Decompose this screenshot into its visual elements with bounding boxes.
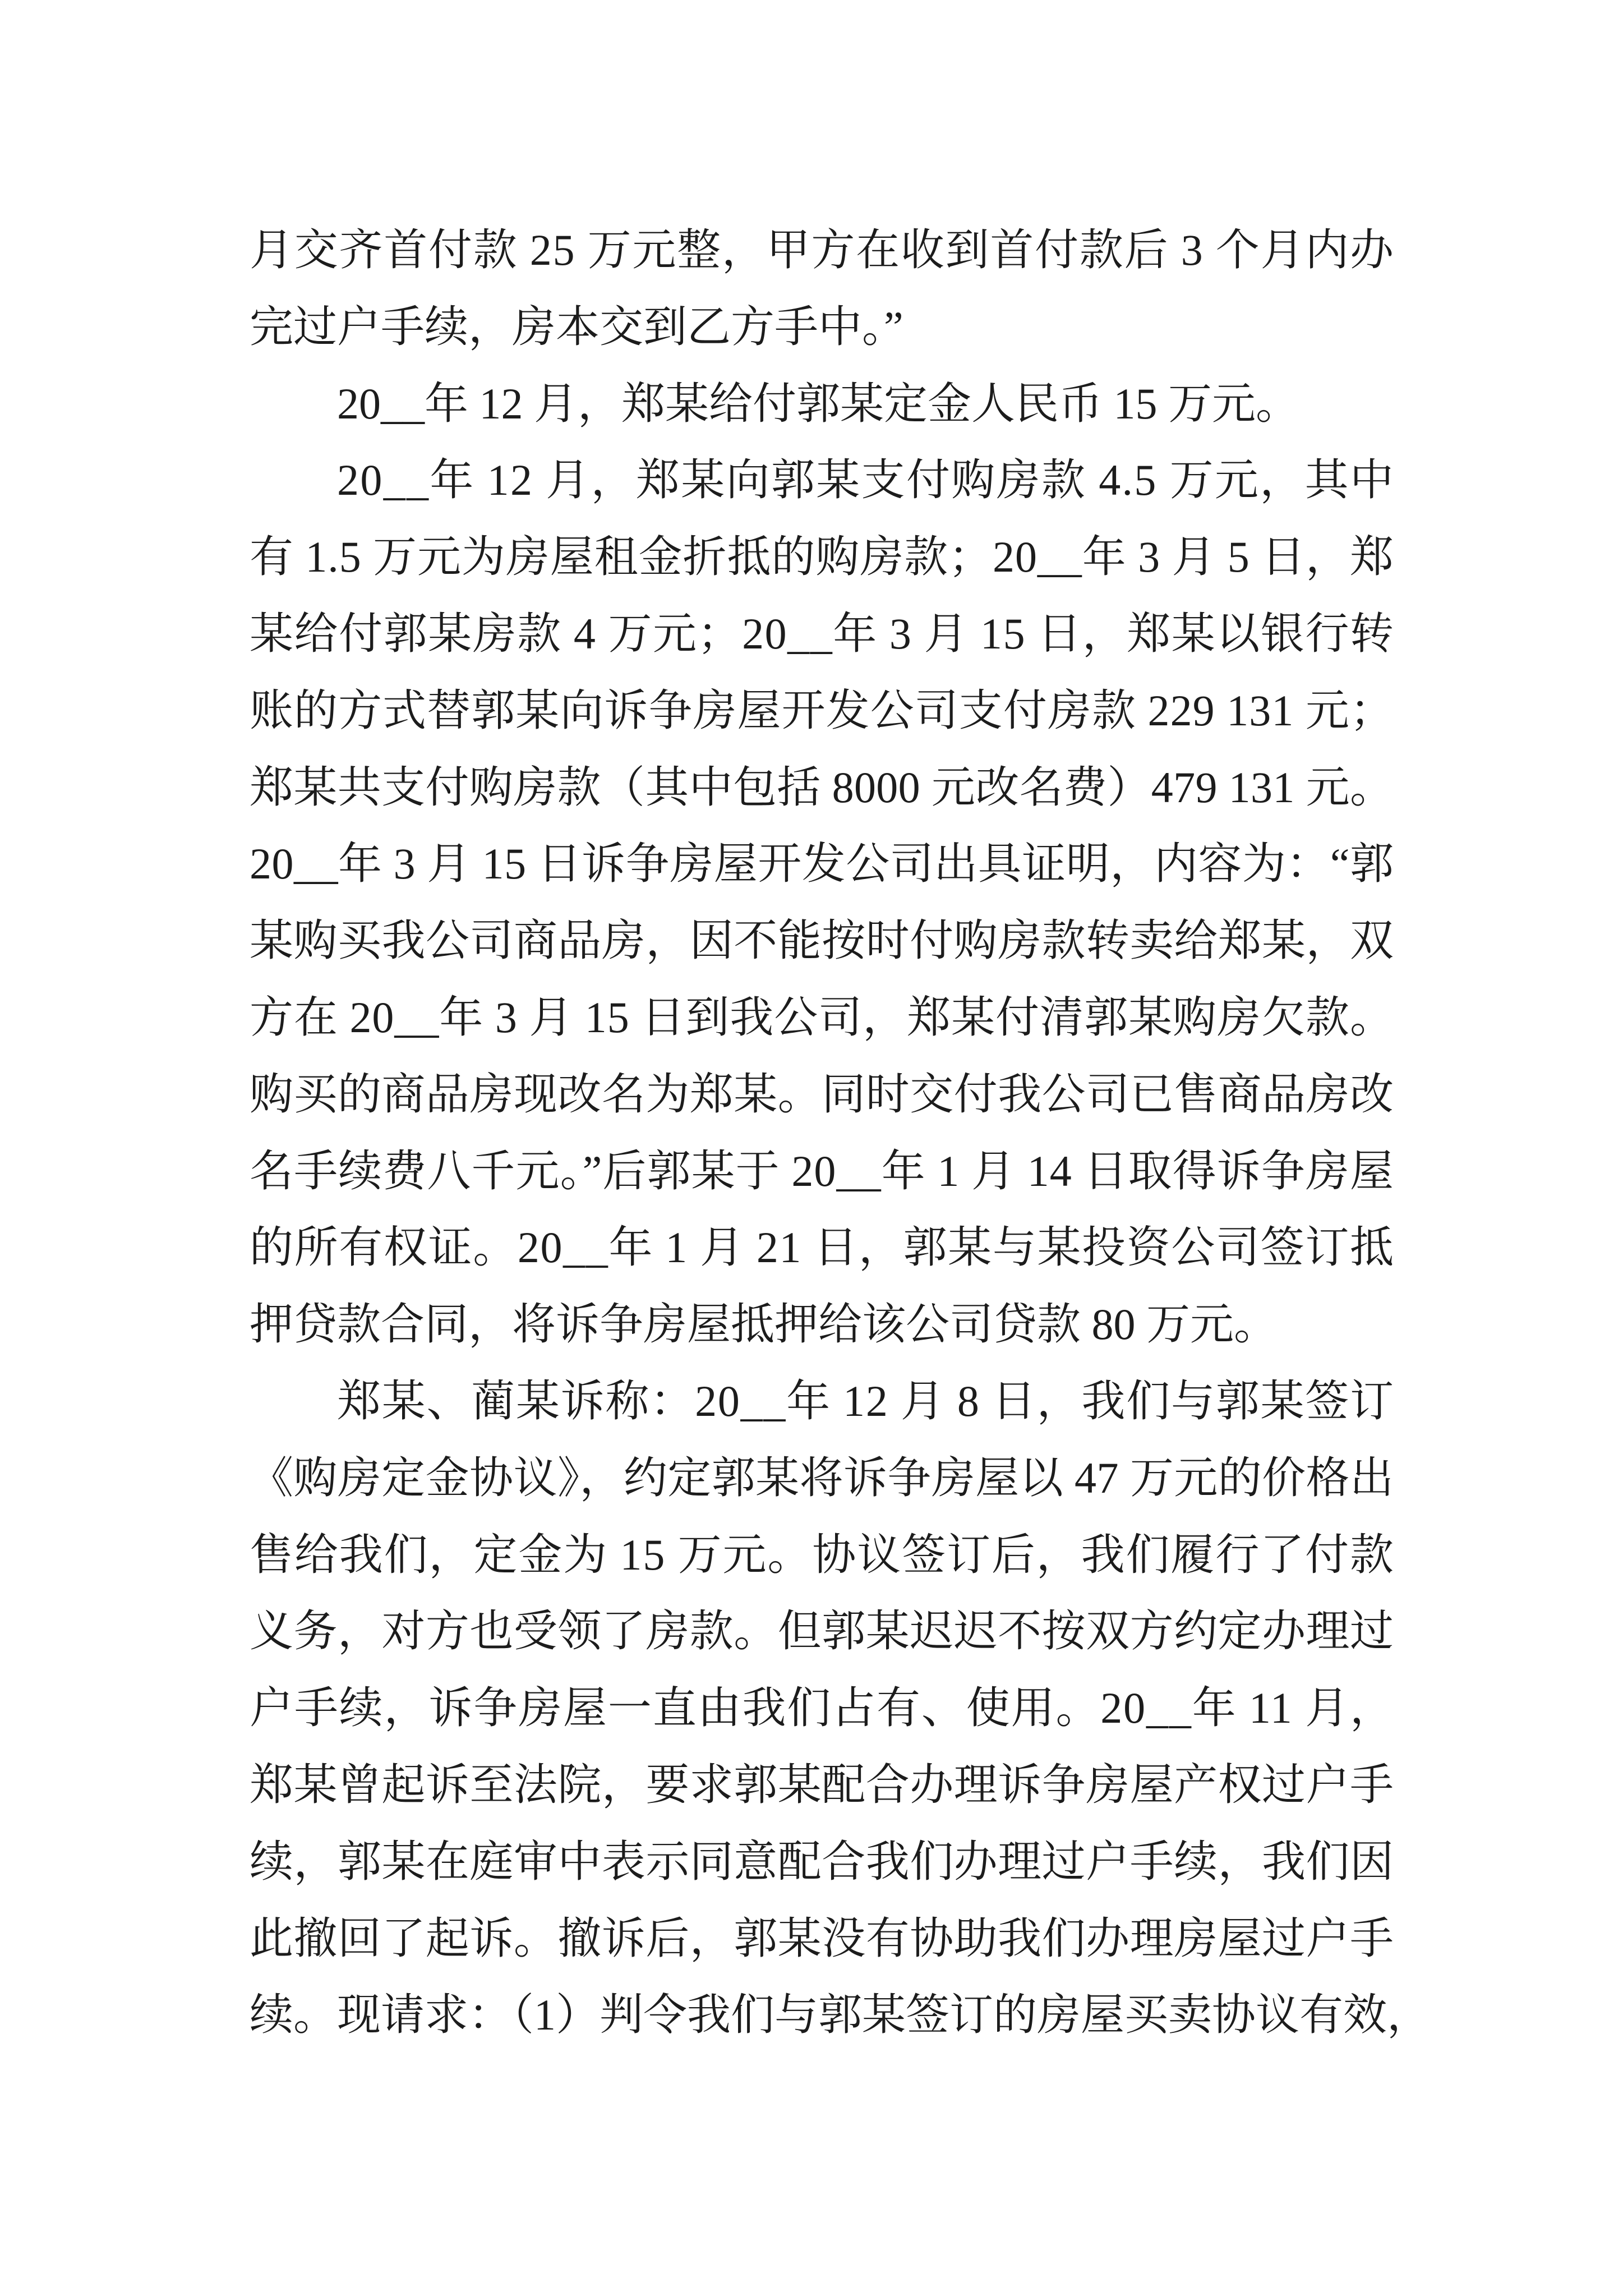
- text-line: 《购房定金协议》，约定郭某将诉争房屋以 47 万元的价格出: [250, 1453, 1394, 1502]
- text-line: 某给付郭某房款 4 万元；20__年 3 月 15 日，郑某以银行转: [250, 609, 1395, 658]
- body-text: [250, 212, 1431, 2054]
- text-line: 月交齐首付款 25 万元整，甲方在收到首付款后 3 个月内办: [250, 226, 1395, 274]
- paragraph: [250, 212, 1394, 366]
- text-line: 账的方式替郭某向诉争房屋开发公司支付房款 229 131 元；: [250, 685, 1395, 735]
- text-line: 此撤回了起诉。撤诉后，郭某没有协助我们办理房屋过户手: [250, 1913, 1394, 1963]
- text-line: 有 1.5 万元为房屋租金折抵的购房款；20__年 3 月 5 日，郑: [250, 532, 1394, 582]
- text-line: 郑某曾起诉至法院，要求郭某配合办理诉争房屋产权过户手: [250, 1760, 1394, 1809]
- text-line: 续，郭某在庭审中表示同意配合我们办理过户手续，我们因: [250, 1837, 1394, 1886]
- text-line: 某购买我公司商品房，因不能按时付购房款转卖给郑某，双: [250, 916, 1394, 965]
- text-line: 郑某共支付购房款（其中包括 8000 元改名费）479 131 元。: [250, 762, 1394, 812]
- paragraph: [250, 366, 1394, 443]
- text-line: 名手续费八千元。”后郭某于 20__年 1 月 14 日取得诉争房屋: [250, 1146, 1395, 1195]
- text-line: 完过户手续，房本交到乙方手中。”: [250, 302, 903, 351]
- text-line: 20__年 12 月，郑某向郭某支付购房款 4.5 万元，其中: [337, 455, 1395, 505]
- paragraph: [250, 1363, 1431, 2054]
- text-line: 方在 20__年 3 月 15 日到我公司，郑某付清郭某购房欠款。: [250, 992, 1394, 1042]
- text-line: 户手续，诉争房屋一直由我们占有、使用。20__年 11 月，: [250, 1683, 1395, 1733]
- text-line: 义务，对方也受领了房款。但郭某迟迟不按双方约定办理过: [250, 1607, 1394, 1656]
- text-line: 售给我们，定金为 15 万元。协议签订后，我们履行了付款: [250, 1530, 1395, 1579]
- text-line: 的所有权证。20__年 1 月 21 日，郭某与某投资公司签订抵: [250, 1223, 1395, 1272]
- text-line: 20__年 3 月 15 日诉争房屋开发公司出具证明，内容为：“郭: [250, 839, 1394, 889]
- text-line: 续。现请求：（1）判令我们与郭某签订的房屋买卖协议有效，: [250, 1990, 1431, 2040]
- text-line: 押贷款合同，将诉争房屋抵押给该公司贷款 80 万元。: [250, 1300, 1278, 1349]
- text-line: 购买的商品房现改名为郑某。同时交付我公司已售商品房改: [250, 1069, 1394, 1119]
- text-line: 20__年 12 月，郑某给付郭某定金人民币 15 万元。: [337, 379, 1300, 428]
- text-line: 郑某、蔺某诉称：20__年 12 月 8 日，我们与郭某签订: [337, 1376, 1395, 1425]
- paragraph: [250, 442, 1394, 1363]
